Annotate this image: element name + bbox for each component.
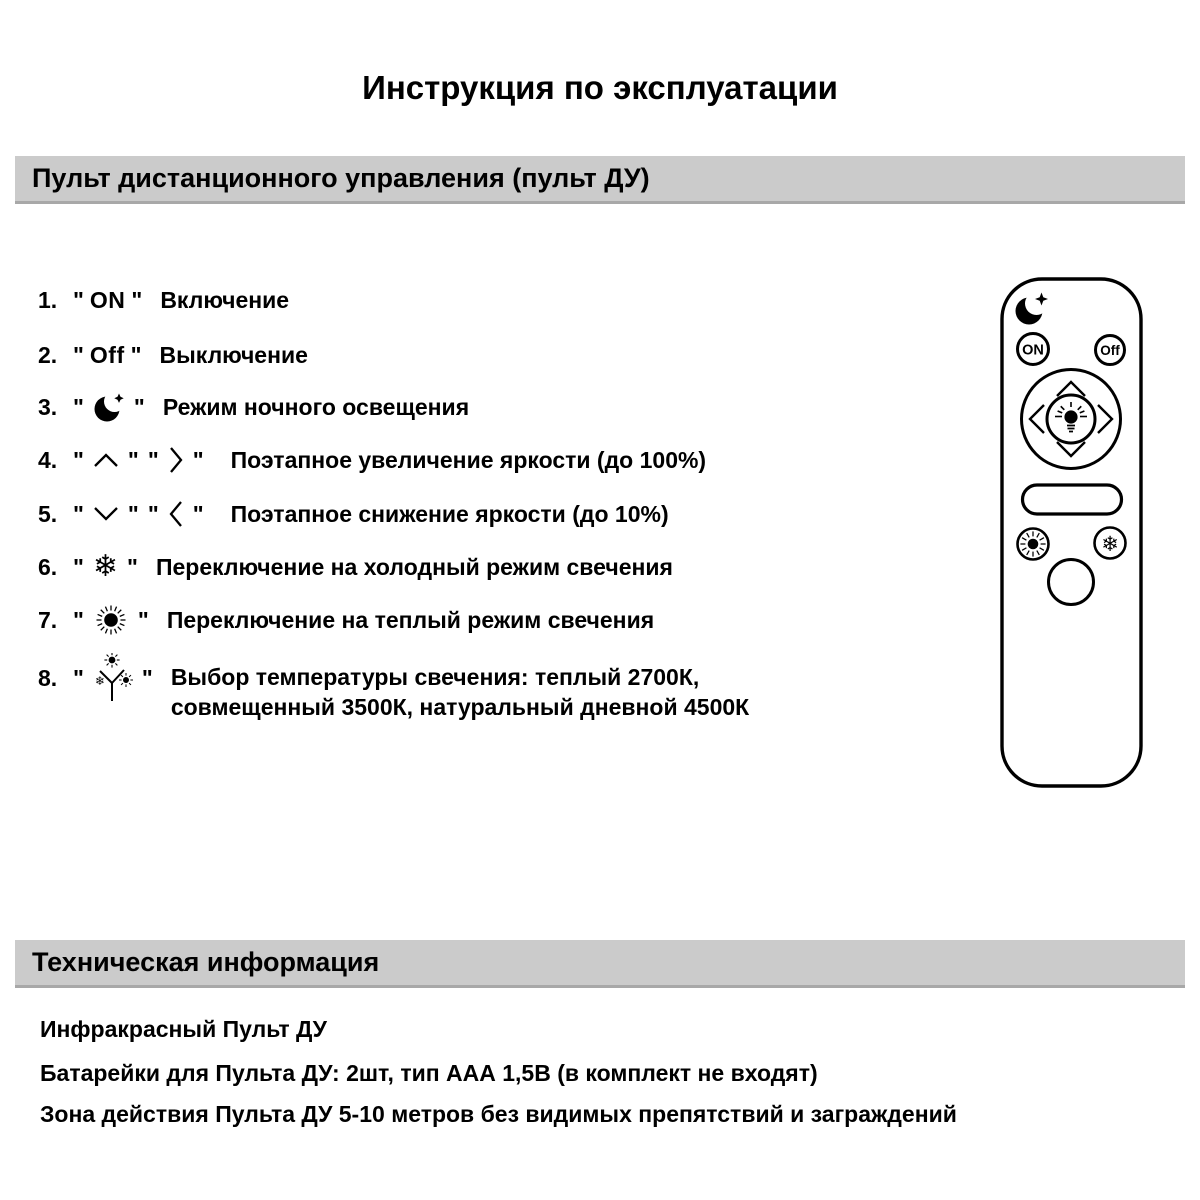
instruction-item-2 (38, 337, 308, 373)
sun-icon (93, 602, 129, 638)
item-number: 4. (38, 446, 58, 473)
remote-control-figure (1000, 277, 1143, 788)
quote-mark: " (73, 341, 84, 368)
quote-mark: " (192, 500, 204, 527)
chevron-left-icon (168, 500, 184, 528)
item-label: Поэтапное увеличение яркости (до 100%) (230, 446, 707, 473)
svg-text:Off: Off (1100, 343, 1120, 358)
quote-mark: " (73, 500, 84, 527)
item-label: Переключение на холодный режим свечения (155, 553, 673, 580)
item-label: Переключение на теплый режим свечения (166, 606, 655, 633)
tech-info-line-2: Батарейки для Пульта ДУ: 2шт, тип ААА 1,5В (в комплект не входят) (40, 1060, 818, 1086)
section-heading-tech (15, 940, 1185, 988)
item-number: 2. (38, 341, 58, 368)
quote-mark: " (131, 286, 143, 313)
section-heading-tech-label: Техническая информация (32, 947, 380, 977)
off-key-label: Off (89, 341, 125, 368)
chevron-up-icon (93, 452, 119, 468)
tech-info-line-1: Инфракрасный Пульт ДУ (40, 1016, 327, 1042)
instruction-item-6 (38, 549, 673, 585)
section-heading-remote-label: Пульт дистанционного управления (пульт ДУ) (32, 163, 650, 193)
quote-mark: " (73, 446, 84, 473)
chevron-down-icon (93, 506, 119, 522)
item-label (171, 662, 749, 722)
quote-mark: " (73, 664, 84, 691)
on-key-label: ON (89, 286, 126, 313)
tech-info-line-3: Зона действия Пульта ДУ 5-10 метров без видимых препятствий и заграждений (40, 1101, 957, 1127)
quote-mark: " (73, 286, 84, 313)
moon-icon (93, 390, 125, 424)
item-number: 1. (38, 286, 58, 313)
quote-mark: " (137, 606, 149, 633)
instruction-item-3 (38, 389, 469, 425)
quote-mark: " (192, 446, 204, 473)
snowflake-icon: ❄ (92, 550, 119, 583)
quote-mark: " (127, 500, 139, 527)
instruction-item-7 (38, 602, 654, 638)
item-label: Выключение (159, 341, 308, 368)
quote-mark: " (73, 393, 84, 420)
quote-mark: " (73, 553, 84, 580)
item-label: Поэтапное снижение яркости (до 10%) (230, 500, 669, 527)
quote-mark: " (133, 393, 145, 420)
instruction-item-4 (38, 442, 706, 478)
instruction-item-1 (38, 282, 289, 318)
instruction-item-8 (38, 655, 749, 722)
quote-mark: " (127, 553, 138, 580)
chevron-right-icon (168, 446, 184, 474)
quote-mark: " (141, 664, 153, 691)
quote-mark: " (147, 446, 159, 473)
item-label-line2: совмещенный 3500К, натуральный дневной 4500К (170, 694, 750, 720)
item-number: 3. (38, 393, 58, 420)
quote-mark: " (130, 341, 142, 368)
quote-mark: " (147, 500, 159, 527)
svg-text:❄: ❄ (94, 674, 105, 688)
item-number: 6. (38, 553, 58, 580)
item-number: 5. (38, 500, 58, 527)
page-title: Инструкция по эксплуатации (362, 69, 838, 106)
item-number: 7. (38, 606, 58, 633)
section-heading-remote (15, 156, 1185, 204)
item-label-line1: Выбор температуры свечения: теплый 2700К, (170, 664, 700, 690)
quote-mark: " (127, 446, 139, 473)
cct-select-icon (93, 653, 133, 703)
warm-mode-button (1018, 529, 1049, 560)
quote-mark: " (73, 606, 84, 633)
item-label: Режим ночного освещения (162, 393, 470, 420)
item-number: 8. (38, 664, 58, 691)
snowflake-icon: ❄ (1101, 533, 1119, 556)
item-label: Включение (160, 286, 290, 313)
svg-text:ON: ON (1022, 342, 1044, 359)
instruction-item-5 (38, 496, 669, 532)
